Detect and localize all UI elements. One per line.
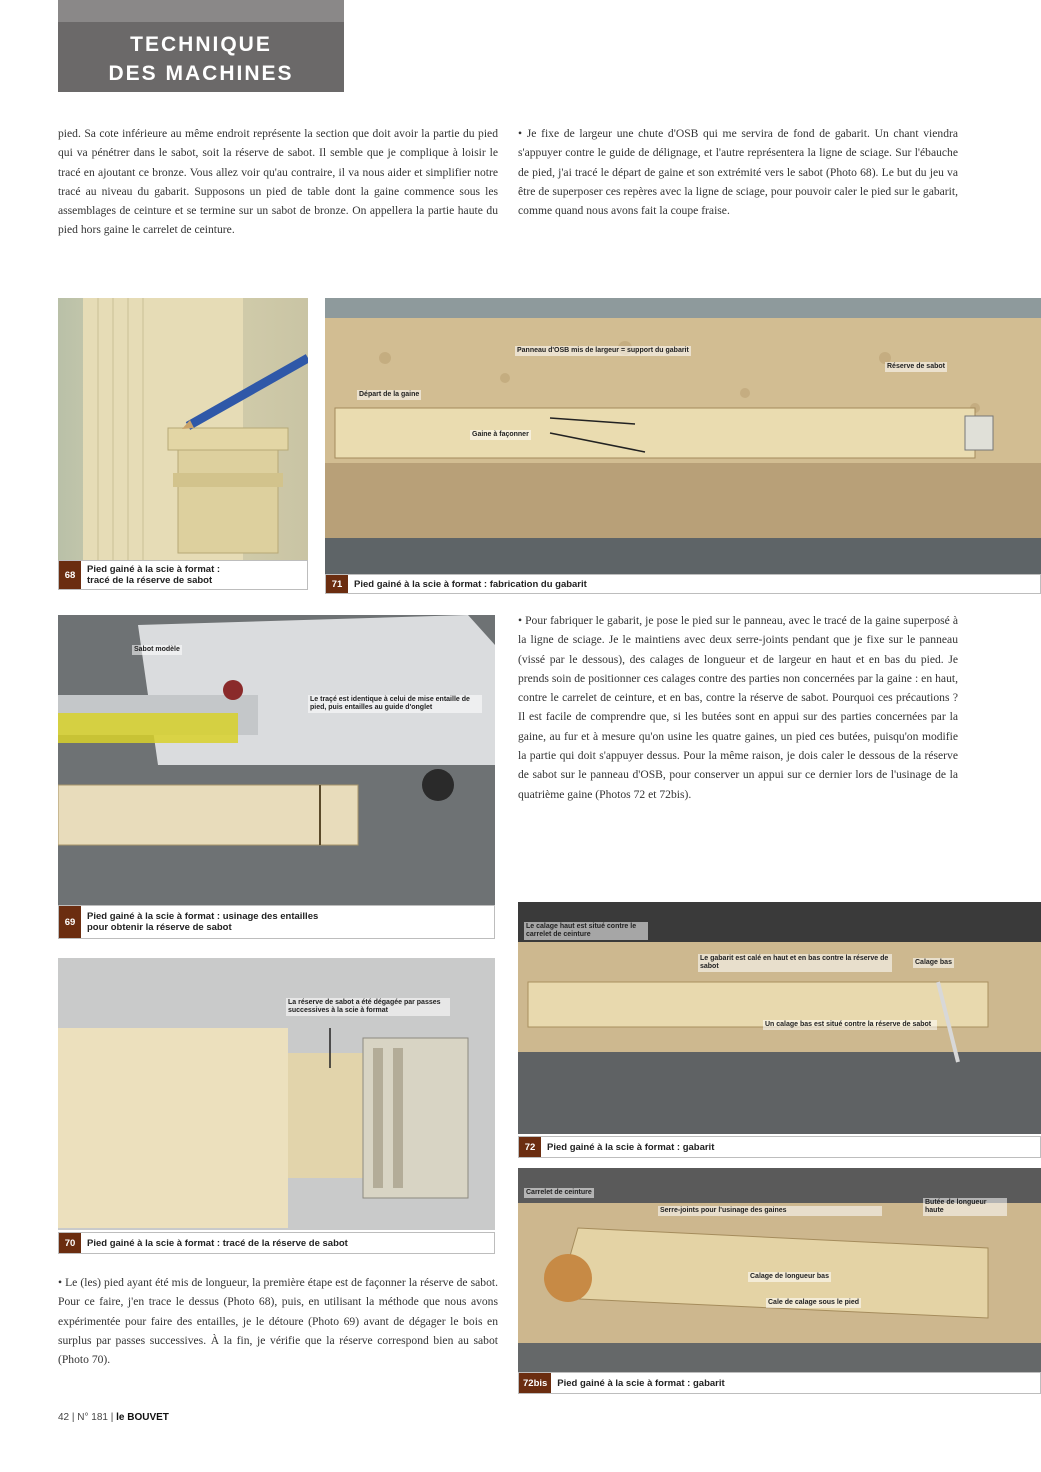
photo-69-illustration — [58, 615, 495, 907]
caption-71-line1: Pied gainé à la scie à format : fabrication du gabarit — [354, 578, 587, 590]
photo-70 — [58, 958, 495, 1230]
annotation-71-sabot: Réserve de sabot — [887, 363, 945, 370]
annotation-72bis-serre-joints: Serre-joints pour l'usinage des gaines — [658, 1206, 882, 1216]
text-right-mid: • Pour fabriquer le gabarit, je pose le pied sur le panneau, avec le tracé de la gaine superposé à la ligne de sciage. Je le maintiens avec deux serre-joints pendant que je fixe sur le panneau (vissé par le dessous), des calages de longueur et de largeur en haut et en bas du pied. Je prends soin de positionner ces calages contre des parties non concernées par la gaine : en haut, contre le carrelet de ceinture, et en bas, contre la réserve de sabot. Pourquoi ces précautions ? Il est facile de comprendre que, si les butées sont en appui sur des parties concernées par la gaine, au fur et à mesure qu'on usine les quatre gaines, un pied ces butées, puisqu'on modifie la partie qui doit s'appuyer dessus. Pour la même raison, je dois caler le dessous de la réserve de sabot sur le panneau d'OSB, pour conserver un appui sur ce dernier lors de l'usinage de la quatrième gaine (Photos 72 et 72bis). — [518, 614, 958, 801]
caption-70-line1: Pied gainé à la scie à format : tracé de la réserve de sabot — [87, 1237, 348, 1249]
header-line2: DES MACHINES — [108, 62, 294, 85]
caption-72bis-line1: Pied gainé à la scie à format : gabarit — [557, 1377, 725, 1389]
annotation-71-panel: Panneau d'OSB mis de largeur = support du gabarit — [517, 347, 689, 354]
photo-71 — [325, 298, 1041, 576]
annotation-69-trace: Le traçé est identique à celui de mise entaille de pied, puis entailles au guide d'onglet — [308, 695, 482, 713]
text-left-top: pied. Sa cote inférieure au même endroit représente la section que doit avoir la partie du pied qui va pénétrer dans le sabot, soit la réserve de sabot. Il semble que je complique à loisir le tracé en ajoutant ce bronze. Vous allez voir qu'au contraire, il va nous aider et simplifier notre tracé au niveau du gabarit. Supposons un pied de table dont la gaine commence sous les assemblages de ceinture et se termine sur un sabot de bronze. On appellera la partie haute du pied hors gaine le carrelet de ceinture. — [58, 127, 498, 237]
issue-number: N° 181 — [77, 1412, 108, 1423]
caption-72-line1: Pied gainé à la scie à format : gabarit — [547, 1141, 715, 1153]
annotation-72-top: Le calage haut est situé contre le carrelet de ceinture — [524, 922, 648, 940]
photo-72bis — [518, 1168, 1041, 1373]
photo-69 — [58, 615, 495, 907]
photo-number-70: 70 — [59, 1233, 81, 1253]
caption-68-line2: tracé de la réserve de sabot — [87, 575, 213, 586]
photo-71-illustration — [325, 298, 1041, 576]
header-line1: TECHNIQUE — [130, 33, 272, 56]
header-strip — [58, 0, 344, 22]
photo-72 — [518, 902, 1041, 1134]
photo-number-72: 72 — [519, 1137, 541, 1157]
photo-number-68: 68 — [59, 561, 81, 589]
annotation-69-sabot: Sabot modèle — [134, 646, 180, 653]
annotation-72bis-cale: Cale de calage sous le pied — [768, 1299, 860, 1306]
annotation-72-gabarit: Le gabarit est calé en haut et en bas contre la réserve de sabot — [698, 954, 892, 972]
magazine-brand: le BOUVET — [116, 1412, 169, 1423]
photo-number-69: 69 — [59, 906, 81, 938]
annotation-72-bottom: Un calage bas est situé contre la réserve de sabot — [763, 1020, 937, 1030]
caption-69 — [58, 905, 495, 939]
caption-69-line1: Pied gainé à la scie à format : usinage des entailles — [87, 911, 319, 922]
caption-68-line1: Pied gainé à la scie à format : — [87, 564, 221, 575]
annotation-72bis-calage: Calage de longueur bas — [750, 1273, 829, 1280]
caption-68 — [58, 560, 308, 590]
annotation-72-calage: Calage bas — [915, 959, 952, 966]
section-header — [58, 0, 344, 92]
annotation-72bis-butee: Butée de longueur haute — [923, 1198, 1007, 1216]
annotation-71-gaine-start: Départ de la gaine — [359, 391, 420, 398]
caption-71 — [325, 574, 1041, 594]
caption-70 — [58, 1232, 495, 1254]
photo-68 — [58, 298, 308, 560]
photo-number-72bis: 72bis — [519, 1373, 551, 1393]
page-number: 42 — [58, 1412, 70, 1423]
caption-69-line2: pour obtenir la réserve de sabot — [87, 922, 232, 933]
annotation-70-reserve: La réserve de sabot a été dégagée par passes successives à la scie à format — [286, 998, 450, 1016]
text-right-top: • Je fixe de largeur une chute d'OSB qui me servira de fond de gabarit. Un chant viendra s'appuyer contre le guide de délignage, et l'autre représentera la ligne de sciage. Sur l'ébauche de pied, j'ai tracé le départ de gaine et son extrémité vers le sabot (Photo 68). Le but du jeu va être de superposer ces repères avec la ligne de sciage, pour pouvoir caler le pied sur le gabarit, comme quand nous avons fait la coupe fraise. — [518, 127, 958, 218]
annotation-71-gaine: Gaine à façonner — [472, 431, 529, 438]
photo-68-illustration — [58, 298, 308, 560]
photo-number-71: 71 — [326, 575, 348, 593]
caption-72 — [518, 1136, 1041, 1158]
text-left-bottom: • Le (les) pied ayant été mis de longueur, la première étape est de façonner la réserve de sabot. Pour ce faire, j'en trace le dessus (Photo 68), puis, en utilisant la méthode que nous avons expérimentée pour faire des entailles, je le détoure (Photo 69) avant de dégager le bois en surplus par passes successives. À la fin, je vérifie que la réserve correspond bien au sabot (Photo 70). — [58, 1276, 498, 1367]
annotation-72bis-carrelet: Carrelet de ceinture — [526, 1189, 592, 1196]
page-footer: 42 | N° 181 | le BOUVET — [58, 1412, 169, 1423]
caption-72bis — [518, 1372, 1041, 1394]
